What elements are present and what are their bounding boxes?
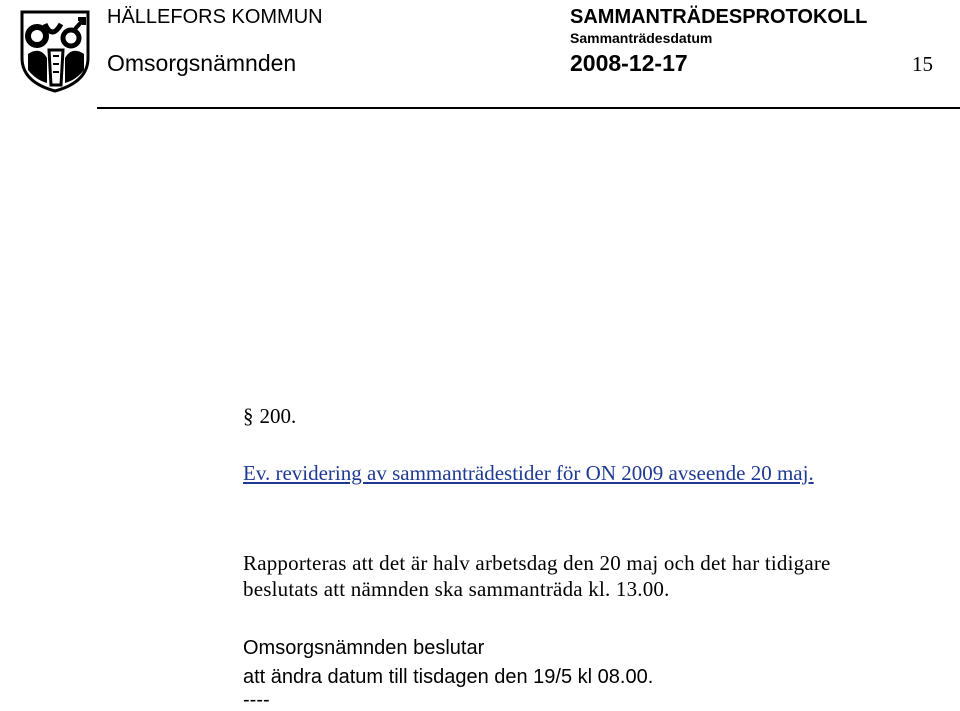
municipality-name: HÄLLEFORS KOMMUN	[107, 6, 323, 28]
coat-of-arms-icon	[18, 8, 94, 94]
committee-name: Omsorgsnämnden	[107, 50, 297, 76]
decision-heading: Omsorgsnämnden beslutar	[243, 637, 485, 659]
section-mark: §	[243, 404, 254, 428]
report-paragraph: Rapporteras att det är halv arbetsdag den 20 maj och det har tidigare beslutats att nämnden ska sammanträda kl. 13.00.	[243, 551, 831, 601]
agenda-item-title[interactable]: Ev. revidering av sammanträdestider för ON 2009 avseende 20 maj.	[243, 461, 814, 485]
page-number: 15	[912, 52, 933, 76]
document-type: SAMMANTRÄDESPROTOKOLL	[570, 6, 868, 28]
meeting-date: 2008-12-17	[570, 50, 688, 76]
decision-text: att ändra datum till tisdagen den 19/5 kl 08.00.	[243, 666, 654, 688]
header-divider	[97, 107, 960, 109]
section-number-value: 200.	[259, 404, 297, 428]
end-marker: ----	[243, 689, 270, 711]
section-number	[243, 403, 296, 429]
date-label: Sammanträdesdatum	[570, 30, 713, 46]
